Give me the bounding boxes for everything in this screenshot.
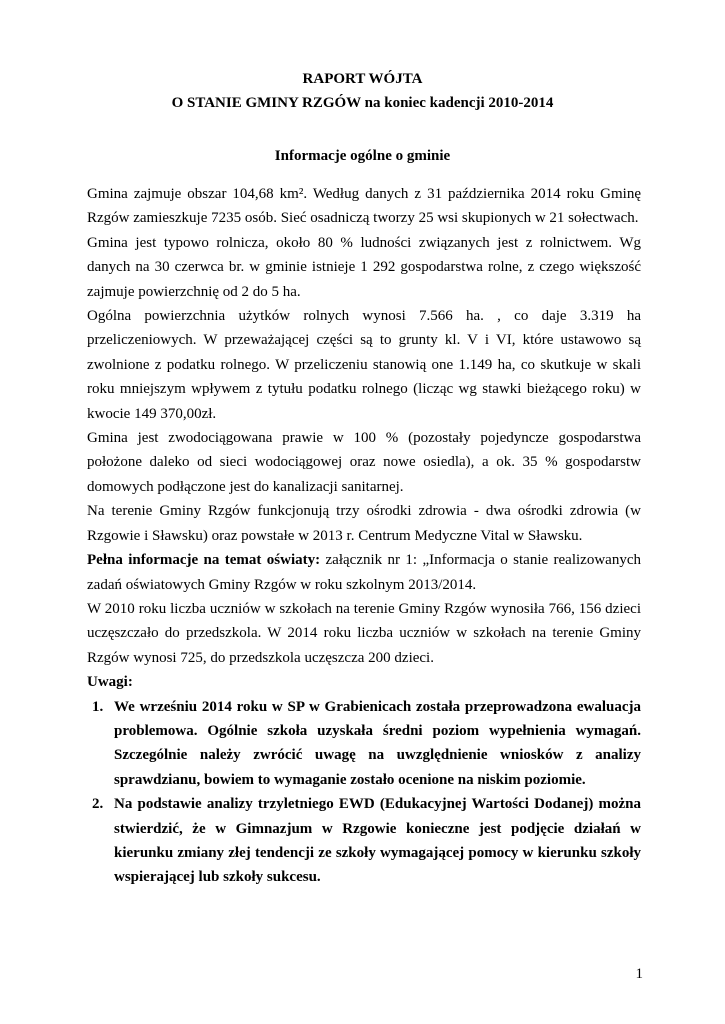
paragraph-student-counts: W 2010 roku liczba uczniów w szkołach na terenie Gminy Rzgów wynosiła 766, 156 dzieci uczęszczało do przedszkola. W 2014 roku liczba uczniów w szkołach na terenie Gminy Rzgów wynosi 725, do przedszkola uczęszcza 200 dzieci. <box>87 600 641 666</box>
remarks-heading: Uwagi: <box>87 674 133 691</box>
remark-number: 1. <box>92 698 104 715</box>
paragraph-water-sewage: Gmina jest zwodociągowana prawie w 100 % (pozostały pojedyncze gospodarstwa położone daleko od sieci wodociągowej oraz nowe osiedla), a ok. 35 % gospodarstw domowych podłączone jest do kanalizacji sanitarnej. <box>87 430 641 495</box>
education-info-label: Pełna informacje na temat oświaty: <box>87 552 321 569</box>
remark-item <box>87 695 641 793</box>
education-info-text: załącznik nr 1: „Informacja o stanie realizowanych zadań oświatowych Gminy Rzgów w roku szkolnym 2013/2014. <box>87 552 641 593</box>
paragraph-education-info <box>87 548 641 597</box>
report-title: RAPORT WÓJTA <box>302 71 423 87</box>
remark-number: 2. <box>92 796 104 813</box>
remark-text: Na podstawie analizy trzyletniego EWD (Edukacyjnej Wartości Dodanej) można stwierdzić, że w Gimnazjum w Rzgowie konieczne jest podjęcie działań w kierunku zmiany złej tendencji ze szkoły wymagającej pomocy w kierunku szkoły wspierającej lub szkoły sukcesu. <box>114 796 641 886</box>
remark-text: We wrześniu 2014 roku w SP w Grabienicach została przeprowadzona ewaluacja problemowa. Ogólnie szkoła uzyskała średni poziom wypełnienia wymagań. Szczególnie należy zwrócić uwagę na uwzględnienie wniosków z analizy sprawdzianu, bowiem to wymaganie zostało ocenione na niskim poziomie. <box>114 698 641 788</box>
remarks-list <box>87 695 641 890</box>
paragraph-area-population: Gmina zajmuje obszar 104,68 km². Według danych z 31 października 2014 roku Gminę Rzgów zamieszkuje 7235 osób. Sieć osadniczą tworzy 25 wsi skupionych w 21 sołectwach. <box>87 186 641 227</box>
paragraph-farmland: Ogólna powierzchnia użytków rolnych wynosi 7.566 ha. , co daje 3.319 ha przeliczeniowych. W przeważającej części są to grunty kl. V i VI, które ustawowo są zwolnione z podatku rolnego. W przeliczeniu stanowią one 1.149 ha, co skutkuje w skali roku mniejszym wpływem z tytułu podatku rolnego (licząc wg stawki bieżącego roku) w kwocie 149 370,00zł. <box>87 308 641 422</box>
section-heading: Informacje ogólne o gminie <box>274 148 451 164</box>
report-subtitle: O STANIE GMINY RZGÓW na koniec kadencji 2010-2014 <box>171 95 554 111</box>
paragraph-health-centers: Na terenie Gminy Rzgów funkcjonują trzy ośrodki zdrowia - dwa ośrodki zdrowia (w Rzgowie i Sławsku) oraz powstałe w 2013 r. Centrum Medyczne Vital w Sławsku. <box>87 503 641 544</box>
remark-item <box>87 792 641 890</box>
page-number: 1 <box>635 966 643 982</box>
paragraph-agriculture: Gmina jest typowo rolnicza, około 80 % ludności związanych jest z rolnictwem. Wg danych na 30 czerwca br. w gminie istnieje 1 292 gospodarstwa rolne, z czego większość zajmuje powierzchnię od 2 do 5 ha. <box>87 234 641 300</box>
document-body <box>87 182 641 890</box>
